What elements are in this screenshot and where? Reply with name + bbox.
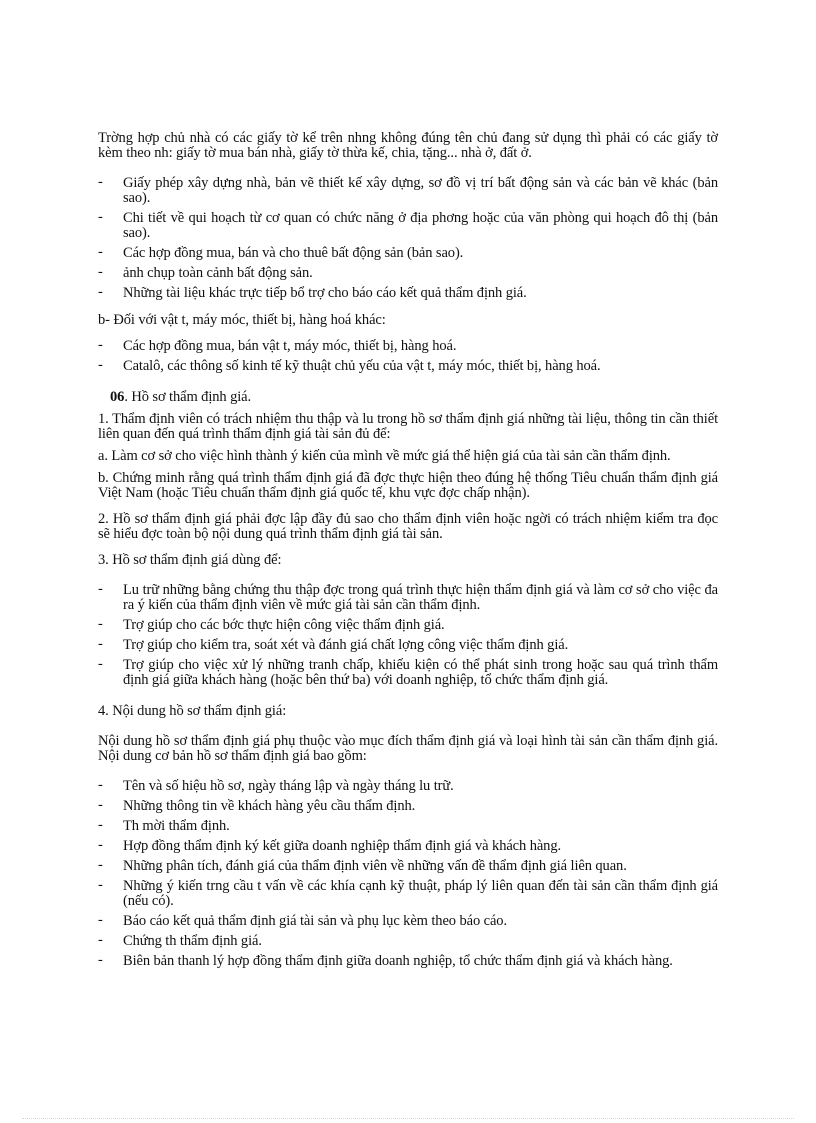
bullet-dash: - <box>98 952 103 968</box>
list-item <box>98 246 718 261</box>
list-item <box>98 638 718 653</box>
bullet-dash: - <box>98 337 103 353</box>
list-item-text: Những ý kiến trng cầu t vấn về các khía cạnh kỹ thuật, pháp lý liên quan đến tài sản cần thẩm định giá (nếu có). <box>123 878 718 909</box>
list-item-text: Chi tiết về qui hoạch từ cơ quan có chức năng ở địa phơng hoặc của văn phòng qui hoạch đô thị (bản sao). <box>123 210 718 241</box>
paragraph-1a: a. Làm cơ sở cho việc hình thành ý kiến của mình về mức giá thể hiện giá của tài sản cần thẩm định. <box>98 448 671 464</box>
list-item-text: Trợ giúp cho các bớc thực hiện công việc thẩm định giá. <box>123 617 445 633</box>
section-title: . Hồ sơ thẩm định giá. <box>124 389 252 405</box>
list-item <box>98 618 718 633</box>
bullet-dash: - <box>98 581 103 597</box>
list-item-text: Những tài liệu khác trực tiếp bổ trợ cho báo cáo kết quả thẩm định giá. <box>123 285 527 301</box>
list-item-text: Những phân tích, đánh giá của thẩm định viên về những vấn đề thẩm định giá liên quan. <box>123 858 627 874</box>
list-item-text: Các hợp đồng mua, bán vật t, máy móc, thiết bị, hàng hoá. <box>123 338 457 354</box>
list-item <box>98 779 718 794</box>
bullet-dash: - <box>98 797 103 813</box>
list-item <box>98 879 718 909</box>
intro-paragraph: Trờng hợp chủ nhà có các giấy tờ kể trên nhng không đúng tên chủ đang sử dụng thì phải có các giấy tờ kèm theo nh: giấy tờ mua bán nhà, giấy tờ thừa kế, chia, tặng... nhà ở, đất ở. <box>98 130 718 161</box>
list-item-text: Báo cáo kết quả thẩm định giá tài sản và phụ lục kèm theo báo cáo. <box>123 913 507 929</box>
bullet-dash: - <box>98 357 103 373</box>
bullet-dash: - <box>98 777 103 793</box>
bullet-dash: - <box>98 932 103 948</box>
list-item-text: Hợp đồng thẩm định ký kết giữa doanh nghiệp thẩm định giá và khách hàng. <box>123 838 562 854</box>
list-item-text: Biên bản thanh lý hợp đồng thẩm định giữa doanh nghiệp, tổ chức thẩm định giá và khách hàng. <box>123 953 673 969</box>
list-item-text: Các hợp đồng mua, bán và cho thuê bất động sản (bản sao). <box>123 245 464 261</box>
bullet-dash: - <box>98 264 103 280</box>
bullet-dash: - <box>98 636 103 652</box>
paragraph-4: 4. Nội dung hồ sơ thẩm định giá: <box>98 703 287 719</box>
list-item <box>98 583 718 613</box>
section-b-heading: b- Đối với vật t, máy móc, thiết bị, hàng hoá khác: <box>98 312 386 328</box>
list-item-text: Catalô, các thông số kinh tế kỹ thuật chủ yếu của vật t, máy móc, thiết bị, hàng hoá. <box>123 358 601 374</box>
list-item-text: Những thông tin về khách hàng yêu cầu thẩm định. <box>123 798 416 814</box>
list-item <box>98 266 718 281</box>
bullet-dash: - <box>98 817 103 833</box>
list-item-text: Th mời thẩm định. <box>123 818 230 834</box>
bullet-dash: - <box>98 656 103 672</box>
bullet-dash: - <box>98 209 103 225</box>
paragraph-1b: b. Chứng minh rằng quá trình thẩm định giá đã đợc thực hiện theo đúng hệ thống Tiêu chuẩn thẩm định giá Việt Nam (hoặc Tiêu chuẩn thẩm định giá quốc tế, khu vực đợc chấp nhận). <box>98 470 718 501</box>
list-item-text: Trợ giúp cho việc xử lý những tranh chấp, khiếu kiện có thể phát sinh trong hoặc sau quá trình thẩm định giá giữa khách hàng (hoặc bên thứ ba) với doanh nghiệp, tổ chức thẩm định giá. <box>123 657 718 688</box>
list-item <box>98 839 718 854</box>
list-a <box>98 176 718 301</box>
list-item <box>98 859 718 874</box>
list-item <box>98 954 718 969</box>
bullet-dash: - <box>98 912 103 928</box>
list-item <box>98 934 718 949</box>
paragraph-1: 1. Thẩm định viên có trách nhiệm thu thập và lu trong hồ sơ thẩm định giá những tài liệu, thông tin cần thiết liên quan đến quá trình thẩm định giá tài sản đủ để: <box>98 411 718 442</box>
list-item <box>98 914 718 929</box>
list-b <box>98 339 718 374</box>
list-item <box>98 286 718 301</box>
list-item-text: Lu trữ những bằng chứng thu thập đợc trong quá trình thực hiện thẩm định giá và làm cơ sở cho việc đa ra ý kiến của thẩm định viên về mức giá tài sản cần thẩm định. <box>123 582 718 613</box>
list-item-text: Trợ giúp cho kiểm tra, soát xét và đánh giá chất lợng công việc thẩm định giá. <box>123 637 569 653</box>
page-footer-divider <box>22 1118 794 1119</box>
bullet-dash: - <box>98 837 103 853</box>
bullet-dash: - <box>98 857 103 873</box>
section-number: 06 <box>110 389 125 405</box>
list-item-text: Giấy phép xây dựng nhà, bản vẽ thiết kế xây dựng, sơ đồ vị trí bất động sản và các bản vẽ khác (bản sao). <box>123 175 718 206</box>
list-item <box>98 359 718 374</box>
list-item-text: Tên và số hiệu hồ sơ, ngày tháng lập và ngày tháng lu trữ. <box>123 778 454 794</box>
paragraph-4-body: Nội dung hồ sơ thẩm định giá phụ thuộc vào mục đích thẩm định giá và loại hình tài sản cần thẩm định giá. Nội dung cơ bản hồ sơ thẩm định giá bao gồm: <box>98 733 718 764</box>
list-3 <box>98 583 718 688</box>
bullet-dash: - <box>98 244 103 260</box>
list-item <box>98 819 718 834</box>
bullet-dash: - <box>98 616 103 632</box>
list-4 <box>98 779 718 969</box>
bullet-dash: - <box>98 877 103 893</box>
list-item <box>98 658 718 688</box>
section-heading <box>98 390 718 405</box>
list-item <box>98 339 718 354</box>
document-page <box>98 131 718 974</box>
bullet-dash: - <box>98 284 103 300</box>
bullet-dash: - <box>98 174 103 190</box>
list-item <box>98 176 718 206</box>
list-item-text: ảnh chụp toàn cảnh bất động sản. <box>123 265 313 281</box>
list-item <box>98 211 718 241</box>
list-item <box>98 799 718 814</box>
paragraph-3: 3. Hồ sơ thẩm định giá dùng để: <box>98 552 282 568</box>
list-item-text: Chứng th thẩm định giá. <box>123 933 262 949</box>
paragraph-2: 2. Hồ sơ thẩm định giá phải đợc lập đầy đủ sao cho thẩm định viên hoặc ngời có trách nhiệm kiểm tra đọc sẽ hiểu đợc toàn bộ nội dung quá trình thẩm định giá tài sản. <box>98 511 718 542</box>
